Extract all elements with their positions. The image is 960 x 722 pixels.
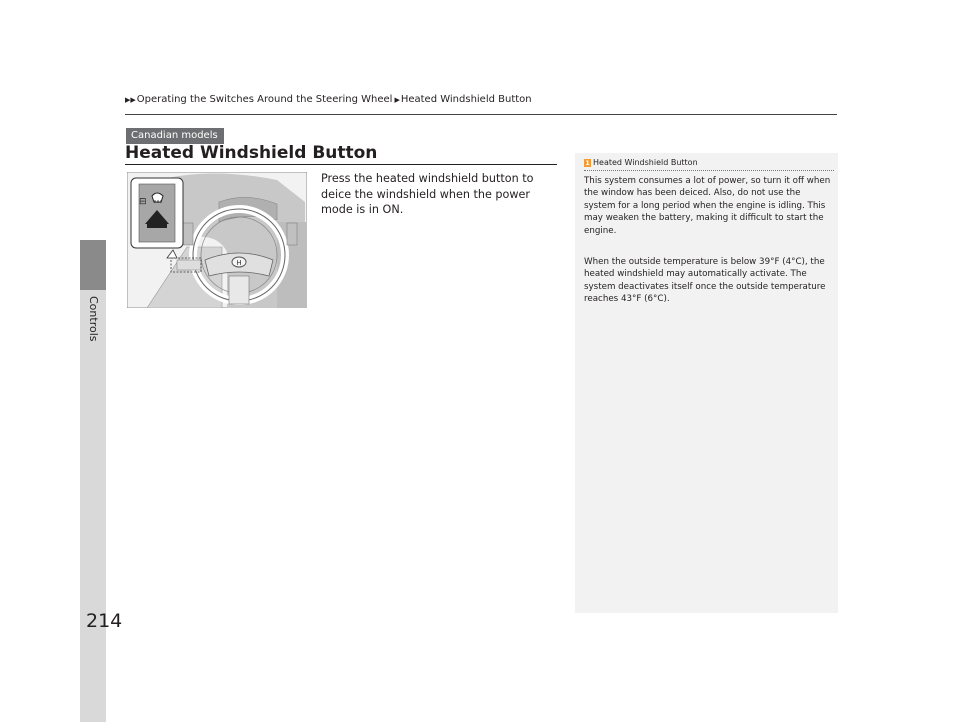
steering-wheel-illustration [127, 172, 307, 308]
breadcrumb-item-2[interactable]: Heated Windshield Button [400, 94, 532, 105]
side-tab-marker [80, 240, 106, 290]
svg-text:H: H [236, 259, 242, 267]
header-rule [125, 114, 837, 115]
sidenote-rule [584, 170, 834, 171]
sidenote-paragraph: When the outside temperature is below 39°F (4°C), the heated windshield may automatically activate. The system deactivates itself once the outside temperature reaches 43°F (6°C). [584, 257, 826, 305]
breadcrumb-arrow-icon: ▶ [394, 95, 400, 104]
body-text: Press the heated windshield button to deice the windshield when the power mode is in ON. [321, 172, 534, 216]
sidenote-title [584, 158, 698, 167]
sidenote-title-text: Heated Windshield Button [593, 158, 698, 167]
region-badge: Canadian models [126, 128, 224, 144]
title-rule [125, 164, 557, 165]
svg-text:⊟: ⊟ [139, 197, 147, 207]
sidenote-paragraph: This system consumes a lot of power, so turn it off when the window has been deiced. Also, do not use the system for a long period when the engine is idling. This may weaken the battery, making it difficult to start the engine. [584, 176, 831, 236]
breadcrumb-item-1[interactable]: Operating the Switches Around the Steering Wheel [136, 94, 393, 105]
page-number: 214 [86, 610, 123, 632]
section-title: Heated Windshield Button [125, 143, 378, 163]
side-tab-label: Controls [87, 296, 100, 342]
breadcrumb-arrow-icon: ▶▶ [125, 95, 136, 104]
breadcrumb [125, 94, 532, 105]
note-marker-icon: 1 [585, 158, 590, 167]
